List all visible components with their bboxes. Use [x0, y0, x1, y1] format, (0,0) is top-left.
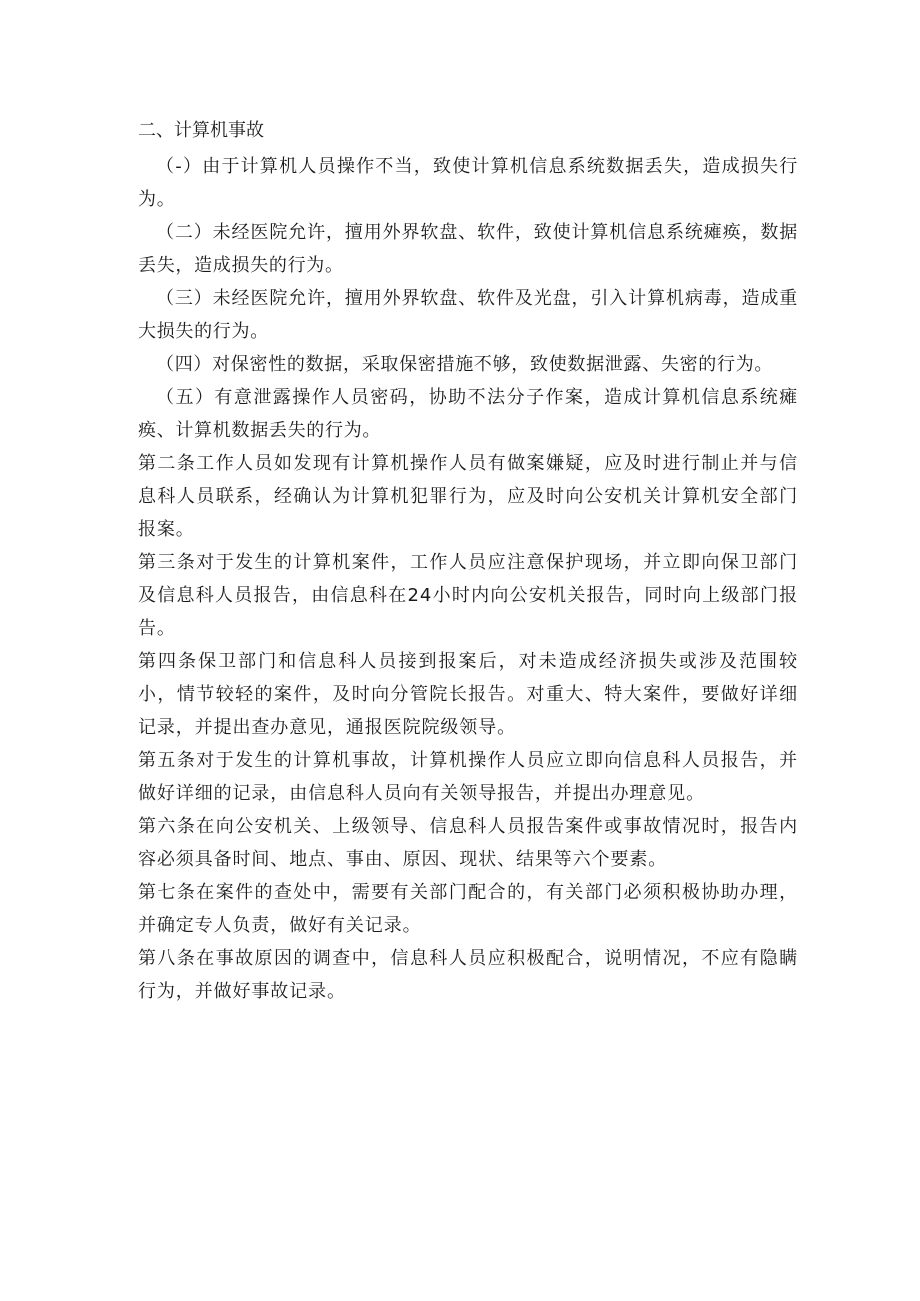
item-paragraph-3: （三）未经医院允许，擅用外界软盘、软件及光盘，引入计算机病毒，造成重大损失的行为。	[138, 288, 798, 342]
article-5: 第五条对于发生的计算机事故，计算机操作人员应立即向信息科人员报告，并做好详细的记录，由信息科人员向有关领导报告，并提出办理意见。	[138, 750, 798, 804]
item-paragraph-5: （五）有意泄露操作人员密码，协助不法分子作案，造成计算机信息系统瘫痪、计算机数据丢失的行为。	[138, 387, 798, 441]
article-8: 第八条在事故原因的调查中，信息科人员应积极配合，说明情况，不应有隐瞒行为，并做好事故记录。	[138, 948, 798, 1002]
item-paragraph-1: （-）由于计算机人员操作不当，致使计算机信息系统数据丢失，造成损失行为。	[138, 156, 798, 210]
article-6: 第六条在向公安机关、上级领导、信息科人员报告案件或事故情况时，报告内容必须具备时间、地点、事由、原因、现状、结果等六个要素。	[138, 816, 798, 870]
section-title: 二、计算机事故	[138, 120, 264, 141]
item-paragraph-4: （四）对保密性的数据，采取保密措施不够，致使数据泄露、失密的行为。	[156, 354, 774, 375]
article-2: 第二条工作人员如发现有计算机操作人员有做案嫌疑，应及时进行制止并与信息科人员联系，经确认为计算机犯罪行为，应及时向公安机关计算机安全部门报案。	[138, 453, 798, 540]
document-body	[138, 115, 798, 1008]
article-4: 第四条保卫部门和信息科人员接到报案后，对未造成经济损失或涉及范围较小，情节较轻的案件，及时向分管院长报告。对重大、特大案件，要做好详细记录，并提出查办意见，通报医院院级领导。	[138, 651, 798, 738]
article-3: 第三条对于发生的计算机案件，工作人员应注意保护现场，并立即向保卫部门及信息科人员报告，由信息科在24小时内向公安机关报告，同时向上级部门报告。	[138, 552, 798, 639]
article-7: 第七条在案件的查处中，需要有关部门配合的，有关部门必须积极协助办理，并确定专人负责，做好有关记录。	[138, 882, 798, 936]
item-paragraph-2: （二）未经医院允许，擅用外界软盘、软件，致使计算机信息系统瘫痪，数据丢失，造成损失的行为。	[138, 222, 798, 276]
